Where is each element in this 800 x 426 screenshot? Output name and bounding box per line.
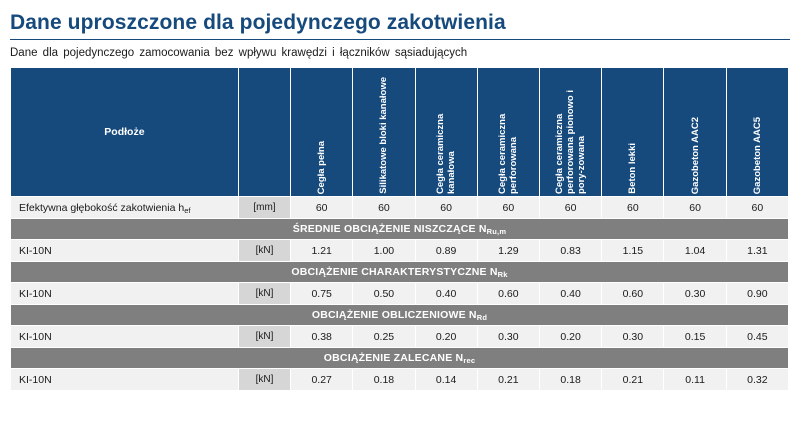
table-section-row [11, 219, 789, 240]
row-value: 0.60 [602, 283, 664, 305]
table-body [11, 197, 789, 391]
row-value: 0.20 [540, 326, 602, 348]
row-unit: [kN] [238, 326, 290, 348]
row-value: 0.60 [477, 283, 539, 305]
header-column-6-wrap [664, 70, 725, 194]
row-value: 0.50 [353, 283, 415, 305]
row-value: 1.21 [291, 240, 353, 262]
row-value: 0.21 [477, 369, 539, 391]
header-column-0-label: Cegła pełna [316, 140, 328, 194]
table-row [11, 369, 789, 391]
section-label: OBCIĄŻENIE CHARAKTERYSTYCZNE $N_{Rk}$ [11, 262, 789, 283]
row-value: 60 [602, 197, 664, 219]
row-value: 1.31 [726, 240, 788, 262]
row-label: KI-10N [11, 326, 239, 348]
section-label: ŚREDNIE OBCIĄŻENIE NISZCZĄCE $N_{Ru,m}$ [11, 219, 789, 240]
row-value: 60 [353, 197, 415, 219]
row-label: KI-10N [11, 369, 239, 391]
row-value: 0.21 [602, 369, 664, 391]
header-column-3 [477, 68, 539, 197]
row-value: 0.30 [477, 326, 539, 348]
row-value: 0.11 [664, 369, 726, 391]
header-column-1 [353, 68, 415, 197]
header-column-2-label: Cegła ceramiczna kanałowa [435, 113, 458, 194]
row-unit: [kN] [238, 369, 290, 391]
section-label: OBCIĄŻENIE OBLICZENIOWE $N_{Rd}$ [11, 305, 789, 326]
header-column-7 [726, 68, 788, 197]
header-substrate: Podłoże [11, 68, 239, 197]
header-column-5-label: Beton lekki [627, 143, 639, 194]
row-value: 1.00 [353, 240, 415, 262]
row-value: 60 [726, 197, 788, 219]
table-section-row [11, 305, 789, 326]
row-label: KI-10N [11, 240, 239, 262]
header-column-4-label: Cegła ceramiczna perforowana pionowo i pory-zowana [554, 90, 588, 194]
header-column-4-wrap [540, 70, 601, 194]
header-unit [238, 68, 290, 197]
header-column-0 [291, 68, 353, 197]
header-column-5-wrap [602, 70, 663, 194]
row-unit: [kN] [238, 283, 290, 305]
row-value: 0.38 [291, 326, 353, 348]
header-column-6 [664, 68, 726, 197]
row-value: 1.04 [664, 240, 726, 262]
header-column-1-label: Silikatowe bloki kanałowe [378, 77, 390, 194]
header-column-3-label: Cegła ceramiczna perforowana [497, 113, 520, 194]
header-column-2 [415, 68, 477, 197]
row-value: 0.27 [291, 369, 353, 391]
row-value: 0.15 [664, 326, 726, 348]
header-column-4 [540, 68, 602, 197]
page-title: Dane uproszczone dla pojedynczego zakotwienia [10, 11, 506, 34]
row-value: 1.15 [602, 240, 664, 262]
row-value: 1.29 [477, 240, 539, 262]
header-column-0-wrap [291, 70, 352, 194]
row-value: 0.75 [291, 283, 353, 305]
row-value: 0.32 [726, 369, 788, 391]
anchor-data-table [10, 67, 789, 391]
row-value: 0.90 [726, 283, 788, 305]
row-value: 0.30 [602, 326, 664, 348]
table-row [11, 240, 789, 262]
header-column-7-label: Gazobeton AAC5 [751, 116, 763, 194]
table-section-row [11, 262, 789, 283]
row-value: 0.40 [415, 283, 477, 305]
row-value: 0.20 [415, 326, 477, 348]
page-subtitle: Dane dla pojedynczego zamocowania bez wpływu krawędzi i łączników sąsiadujących [10, 47, 468, 59]
title-divider [10, 39, 790, 40]
row-label: KI-10N [11, 283, 239, 305]
row-value: 60 [540, 197, 602, 219]
table-row [11, 283, 789, 305]
header-column-6-label: Gazobeton AAC2 [689, 116, 701, 194]
header-column-5 [602, 68, 664, 197]
row-value: 0.40 [540, 283, 602, 305]
table-header-row [11, 68, 789, 197]
row-value: 0.45 [726, 326, 788, 348]
row-value: 0.25 [353, 326, 415, 348]
row-unit: [mm] [238, 197, 290, 219]
header-column-1-wrap [353, 70, 414, 194]
section-label: OBCIĄŻENIE ZALECANE $N_{rec}$ [11, 348, 789, 369]
row-value: 0.30 [664, 283, 726, 305]
row-value: 60 [477, 197, 539, 219]
row-value: 0.18 [353, 369, 415, 391]
table-row [11, 326, 789, 348]
header-column-2-wrap [416, 70, 477, 194]
row-value: 0.18 [540, 369, 602, 391]
row-value: 60 [291, 197, 353, 219]
row-value: 60 [664, 197, 726, 219]
header-column-3-wrap [478, 70, 539, 194]
row-value: 0.89 [415, 240, 477, 262]
row-unit: [kN] [238, 240, 290, 262]
table-row [11, 197, 789, 219]
row-value: 0.14 [415, 369, 477, 391]
row-value: 60 [415, 197, 477, 219]
row-value: 0.83 [540, 240, 602, 262]
row-label: Efektywna głębokość zakotwienia $h_{ef}$ [11, 197, 239, 219]
header-column-7-wrap [727, 70, 788, 194]
table-section-row [11, 348, 789, 369]
